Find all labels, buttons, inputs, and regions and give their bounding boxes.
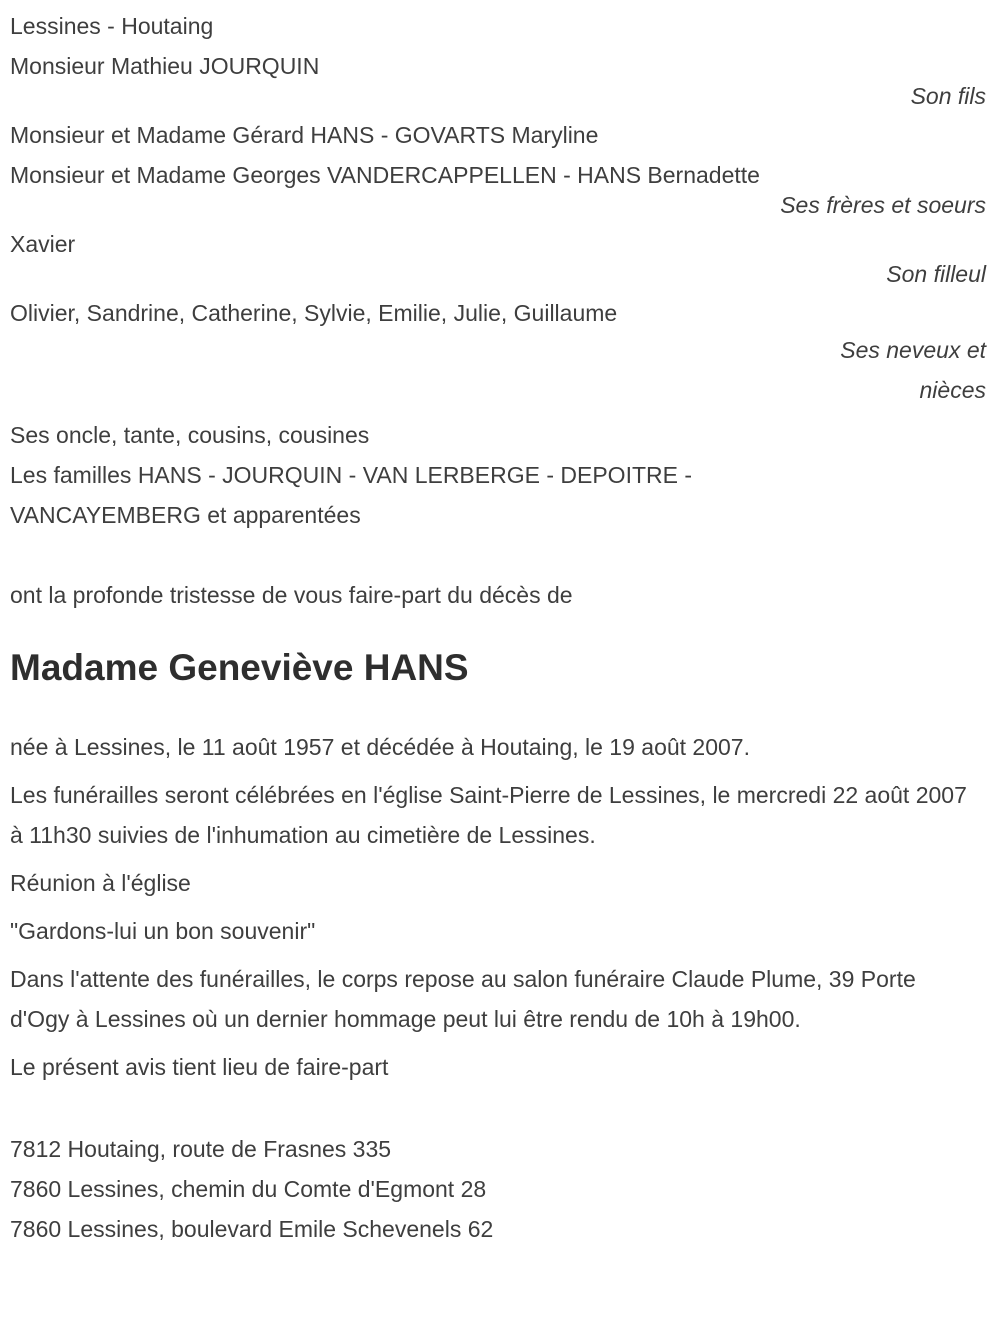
document-location: Lessines - Houtaing [10,13,214,39]
announcement-intro: ont la profonde tristesse de vous faire-part du décès de [10,582,573,608]
announcement-section [10,575,986,1087]
relatives-extended: Ses oncle, tante, cousins, cousines [10,422,370,448]
relative-names-nieces-nephews: Olivier, Sandrine, Catherine, Sylvie, Emilie, Julie, Guillaume [10,300,618,326]
relation-text-son: Son fils [910,83,986,109]
ceremony-details: Les funérailles seront célébrées en l'église Saint-Pierre de Lessines, le mercredi 22 août 2007 à 11h30 suivies de l'inhumation au cimetière de Lessines. [10,782,967,848]
memorial-quote: "Gardons-lui un bon souvenir" [10,918,316,944]
notice-statement: Le présent avis tient lieu de faire-part [10,1054,389,1080]
meeting-info: Réunion à l'église [10,870,191,896]
relative-name-sibling-2: Monsieur et Madame Georges VANDERCAPPELLEN - HANS Bernadette [10,162,760,188]
address-line-1: 7812 Houtaing, route de Frasnes 335 [10,1136,392,1162]
relation-text-godson: Son filleul [886,261,986,287]
address-line-3: 7860 Lessines, boulevard Emile Schevenels 62 [10,1216,494,1242]
deceased-name-title: Madame Geneviève HANS [10,647,469,688]
relation-text-siblings: Ses frères et soeurs [780,192,986,218]
deceased-dates: née à Lessines, le 11 août 1957 et décédée à Houtaing, le 19 août 2007. [10,734,750,760]
relatives-families: Les familles HANS - JOURQUIN - VAN LERBERGE - DEPOITRE - VANCAYEMBERG et apparentées [10,462,693,528]
address-line-2: 7860 Lessines, chemin du Comte d'Egmont 28 [10,1176,487,1202]
relation-label-godson [10,261,986,288]
repose-details: Dans l'attente des funérailles, le corps repose au salon funéraire Claude Plume, 39 Porte d'Ogy à Lessines où un dernier hommage peut lui être rendu de 10h à 19h00. [10,966,916,1032]
relation-label-nieces-nephews [10,330,986,410]
relation-label-son [10,83,986,110]
addresses-section [10,1129,986,1249]
relative-name-godson: Xavier [10,231,76,257]
death-notice-document [10,6,986,1249]
relatives-section [10,46,986,535]
relative-name-son: Monsieur Mathieu JOURQUIN [10,53,320,79]
relation-text-nieces-nephews: Ses neveux et nièces [840,337,986,403]
relation-label-siblings [10,192,986,219]
relative-name-sibling-1: Monsieur et Madame Gérard HANS - GOVARTS Maryline [10,122,599,148]
